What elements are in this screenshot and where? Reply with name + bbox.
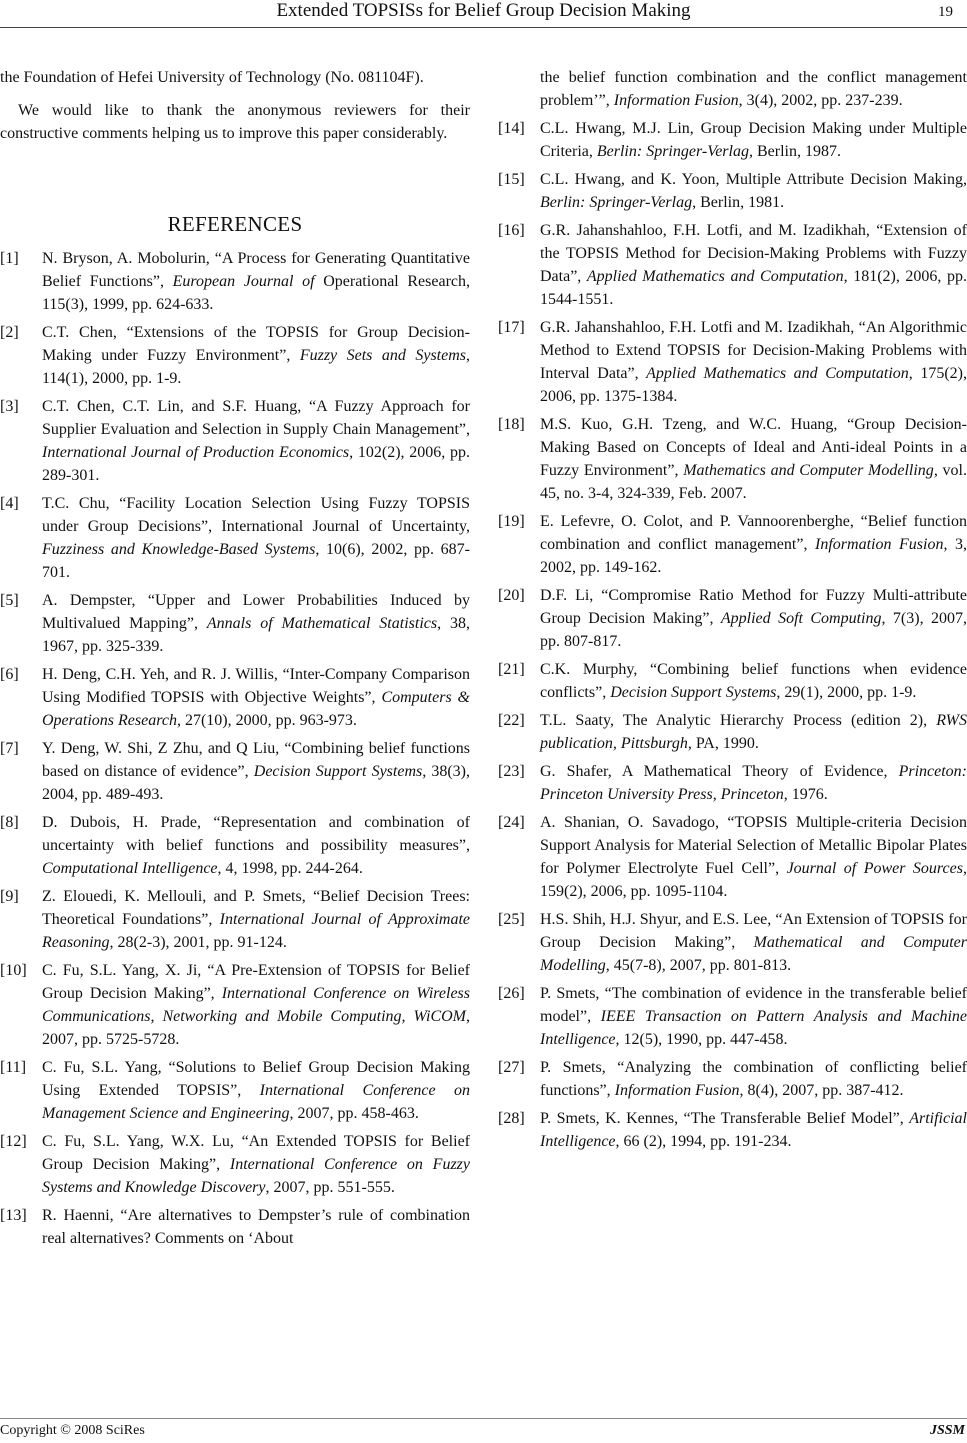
reference-text-segment: G. Shafer, A Mathematical Theory of Evidence,: [540, 763, 899, 780]
reference-source-title: Decision Support Systems: [610, 684, 777, 701]
reference-text-segment: P. Smets, “Analyzing the combination of conflicting belief functions”,: [540, 1059, 967, 1099]
reference-item: [0, 811, 470, 880]
reference-text-segment: , Berlin, 1981.: [692, 194, 785, 211]
reference-number: [7]: [0, 740, 19, 757]
reference-text: [42, 962, 470, 1048]
reference-text-segment: , 10(6), 2002, pp. 687-701.: [42, 541, 470, 581]
reference-source-title: IEEE Transaction on Pattern Analysis and Machine Intelligence: [540, 1008, 967, 1048]
reference-text-segment: Operational Research, 115(3), 1999, pp. 624-633.: [42, 273, 470, 313]
reference-source-title: Mathematics and Computer Modelling: [683, 462, 934, 479]
running-header: [0, 0, 967, 26]
reference-item: [498, 117, 967, 163]
reference-text-segment: D.F. Li, “Compromise Ratio Method for Fuzzy Multi-attribute Group Decision Making”,: [540, 587, 967, 627]
reference-source-title: Princeton: Princeton University Press, Princeton: [540, 763, 967, 803]
reference-text-segment: T.L. Saaty, The Analytic Hierarchy Process (edition 2),: [540, 712, 937, 729]
reference-text: [42, 250, 470, 313]
reference-item: [498, 584, 967, 653]
reference-source-title: Information Fusion: [613, 92, 739, 109]
reference-source-title: European Journal of: [172, 273, 315, 290]
reference-source-title: Information Fusion: [815, 536, 944, 553]
reference-text-segment: C. Fu, S.L. Yang, W.X. Lu, “An Extended TOPSIS for Belief Group Decision Making”,: [42, 1133, 470, 1173]
reference-item: [0, 1130, 470, 1199]
reference-number: [17]: [498, 319, 525, 336]
reference-source-title: Information Fusion: [614, 1082, 740, 1099]
reference-text: [540, 661, 967, 701]
reference-text-segment: C.T. Chen, “Extensions of the TOPSIS for Group Decision-Making under Fuzzy Environment”,: [42, 324, 470, 364]
reference-text: [42, 495, 470, 581]
reference-text-segment: C.L. Hwang, M.J. Lin, Group Decision Making under Multiple Criteria,: [540, 120, 967, 160]
reference-source-title: Fuzzy Sets and Systems: [299, 347, 466, 364]
reference-source-title: Fuzziness and Knowledge-Based Systems: [42, 541, 316, 558]
reference-item: [0, 663, 470, 732]
reference-number: [8]: [0, 814, 19, 831]
reference-item: [498, 658, 967, 704]
reference-text-segment: A. Shanian, O. Savadogo, “TOPSIS Multiple-criteria Decision Support Analysis for Material Selection of Metallic Bipolar Plates for Polymer Electrolyte Fuel Cell”,: [540, 814, 967, 877]
reference-13-continuation: [498, 66, 967, 112]
reference-text-segment: , 28(2-3), 2001, pp. 91-124.: [109, 934, 287, 951]
left-column: [0, 66, 470, 1255]
reference-source-title: Decision Support Systems,: [253, 763, 427, 780]
reference-number: [2]: [0, 324, 19, 341]
reference-text-segment: N. Bryson, A. Mobolurin, “A Process for Generating Quantitative Belief Functions”,: [42, 250, 470, 290]
acknowledgment-paragraph-2: We would like to thank the anonymous reviewers for their constructive comments helping us to improve this paper considerably.: [0, 102, 470, 142]
reference-text: [540, 319, 967, 405]
reference-source-title: International Conference on Fuzzy Systems and Knowledge Discovery: [42, 1156, 471, 1196]
reference-text-segment: , 2007, pp. 5725-5728.: [42, 1008, 470, 1048]
reference-item: [0, 492, 470, 584]
reference-text-segment: , 159(2), 2006, pp. 1095-1104.: [540, 860, 967, 900]
reference-number: [14]: [498, 120, 525, 137]
reference-text-segment: , 114(1), 2000, pp. 1-9.: [42, 347, 470, 387]
reference-text: [540, 513, 967, 576]
reference-item: [0, 247, 470, 316]
journal-abbreviation: JSSM: [929, 1423, 965, 1438]
reference-text-segment: H. Deng, C.H. Yeh, and R. J. Willis, “Inter-Company Comparison Using Modified TOPSIS with Objective Weights”,: [42, 666, 470, 706]
reference-text: [42, 1133, 470, 1196]
reference-text-segment: , 2007, pp. 458-463.: [289, 1105, 419, 1122]
reference-item: [0, 395, 470, 487]
reference-item: [0, 1056, 470, 1125]
reference-text-segment: , 45(7-8), 2007, pp. 801-813.: [605, 957, 792, 974]
reference-number: [26]: [498, 985, 525, 1002]
reference-text-segment: , 1976.: [783, 786, 828, 803]
reference-text: [42, 888, 470, 951]
reference-number: [9]: [0, 888, 19, 905]
reference-text-segment: C. Fu, S.L. Yang, “Solutions to Belief Group Decision Making Using Extended TOPSIS”,: [42, 1059, 470, 1099]
reference-text: [42, 324, 470, 387]
reference-source-title: Computational Intelligence: [42, 860, 218, 877]
reference-text-segment: , 8(4), 2007, pp. 387-412.: [739, 1082, 904, 1099]
reference-text-segment: G.R. Jahanshahloo, F.H. Lotfi, and M. Izadikhah, “Extension of the TOPSIS Method for Decision-Making Problems with Fuzzy Data”,: [540, 222, 967, 285]
reference-list-right: [498, 117, 967, 1153]
reference-text: [540, 171, 967, 211]
references-heading: REFERENCES: [167, 212, 303, 236]
reference-text-segment: E. Lefevre, O. Colot, and P. Vannoorenberghe, “Belief function combination and conflict management”,: [540, 513, 967, 553]
page-number: 19: [938, 4, 953, 20]
reference-source-title: Applied Mathematics and Computation: [586, 268, 844, 285]
reference-text: [540, 1059, 967, 1099]
reference-text: [540, 222, 967, 308]
reference-source-title: Applied Soft Computing: [720, 610, 882, 627]
reference-text-segment: , 175(2), 2006, pp. 1375-1384.: [540, 365, 967, 405]
reference-text-segment: , 66 (2), 1994, pp. 191-234.: [615, 1133, 792, 1150]
reference-number: [23]: [498, 763, 525, 780]
reference-number: [20]: [498, 587, 525, 604]
reference-text-segment: , 12(5), 1990, pp. 447-458.: [615, 1031, 788, 1048]
reference-source-title: Berlin: Springer-Verlag: [540, 194, 693, 211]
reference-item: [498, 316, 967, 408]
reference-text-segment: M.S. Kuo, G.H. Tzeng, and W.C. Huang, “Group Decision-Making Based on Concepts of Ideal and Anti-ideal Points in a Fuzzy Environment”,: [540, 416, 967, 479]
reference-source-title: Artificial Intelligence: [540, 1110, 967, 1150]
reference-text-segment: , 102(2), 2006, pp. 289-301.: [42, 444, 471, 484]
reference-text-segment: , Berlin, 1987.: [748, 143, 841, 160]
reference-text-segment: , 3(4), 2002, pp. 237-239.: [738, 92, 903, 109]
reference-text: [540, 1110, 967, 1150]
reference-text: [540, 985, 967, 1048]
reference-source-title: Mathematical and Computer Modelling: [540, 934, 967, 974]
reference-item: [0, 737, 470, 806]
reference-text-segment: C.T. Chen, C.T. Lin, and S.F. Huang, “A Fuzzy Approach for Supplier Evaluation and Selection in Supply Chain Management”,: [42, 398, 470, 438]
reference-text-segment: C. Fu, S.L. Yang, X. Ji, “A Pre-Extension of TOPSIS for Belief Group Decision Making”,: [42, 962, 470, 1002]
reference-number: [10]: [0, 962, 27, 979]
reference-text-segment: C.L. Hwang, and K. Yoon, Multiple Attribute Decision Making,: [540, 171, 967, 188]
reference-text-segment: , 4, 1998, pp. 244-264.: [217, 860, 363, 877]
reference-item: [0, 959, 470, 1051]
reference-number: [21]: [498, 661, 525, 678]
reference-text-segment: , 2007, pp. 551-555.: [265, 1179, 395, 1196]
reference-text: [540, 587, 967, 650]
reference-text-segment: the belief function combination and the conflict management problem’”,: [540, 69, 967, 109]
reference-text: [540, 814, 967, 900]
reference-text: [42, 592, 470, 655]
reference-number: [15]: [498, 171, 525, 188]
header-rule: [0, 27, 967, 28]
reference-text-segment: 38(3), 2004, pp. 489-493.: [42, 763, 470, 803]
running-title: Extended TOPSISs for Belief Group Decision Making: [276, 0, 691, 21]
reference-text-segment: G.R. Jahanshahloo, F.H. Lotfi and M. Izadikhah, “An Algorithmic Method to Extend TOPSIS for Decision-Making Problems with Interval Data”,: [540, 319, 967, 382]
reference-source-title: RWS publication, Pittsburgh: [540, 712, 967, 752]
reference-number: [19]: [498, 513, 525, 530]
reference-number: [12]: [0, 1133, 27, 1150]
reference-item: [498, 811, 967, 903]
reference-text-segment: T.C. Chu, “Facility Location Selection Using Fuzzy TOPSIS under Group Decisions”, International Journal of Uncertainty,: [42, 495, 470, 535]
reference-number: [4]: [0, 495, 19, 512]
reference-text-segment: H.S. Shih, H.J. Shyur, and E.S. Lee, “An Extension of TOPSIS for Group Decision Making”,: [540, 911, 967, 951]
reference-text: [42, 1207, 470, 1247]
reference-source-title: International Conference on Wireless Communications, Networking and Mobile Computing, WiCOM: [42, 985, 470, 1025]
reference-text-segment: , 38, 1967, pp. 325-339.: [42, 615, 470, 655]
reference-number: [16]: [498, 222, 525, 239]
reference-text: [540, 911, 967, 974]
reference-item: [0, 1204, 470, 1250]
reference-source-title: Computers & Operations Research: [42, 689, 471, 729]
reference-number: [24]: [498, 814, 525, 831]
reference-text-segment: , 3, 2002, pp. 149-162.: [540, 536, 967, 576]
reference-source-title: Journal of Power Sources: [786, 860, 963, 877]
reference-text-segment: Y. Deng, W. Shi, Z Zhu, and Q Liu, “Combining belief functions based on distance of evidence”,: [42, 740, 470, 780]
reference-number: [1]: [0, 250, 19, 267]
reference-text-segment: , 29(1), 2000, pp. 1-9.: [776, 684, 917, 701]
reference-text: [42, 814, 470, 877]
reference-text-segment: Z. Elouedi, K. Mellouli, and P. Smets, “Belief Decision Trees: Theoretical Foundations”,: [42, 888, 470, 928]
reference-number: [5]: [0, 592, 19, 609]
reference-text: [540, 416, 967, 502]
reference-item: [498, 1107, 967, 1153]
copyright-notice: Copyright © 2008 SciRes: [0, 1423, 145, 1438]
reference-source-title: Annals of Mathematical Statistics: [206, 615, 438, 632]
reference-text-segment: , vol. 45, no. 3-4, 324-339, Feb. 2007.: [540, 462, 967, 502]
reference-text-segment: , PA, 1990.: [687, 735, 759, 752]
reference-item: [0, 885, 470, 954]
reference-item: [0, 321, 470, 390]
reference-text: [42, 740, 470, 803]
reference-text-segment: , 27(10), 2000, pp. 963-973.: [176, 712, 357, 729]
reference-text-segment: , 7(3), 2007, pp. 807-817.: [540, 610, 967, 650]
acknowledgment-paragraph-1: the Foundation of Hefei University of Technology (No. 081104F).: [0, 69, 424, 86]
reference-item: [498, 219, 967, 311]
footer-rule: [0, 1418, 967, 1419]
reference-text-segment: C.K. Murphy, “Combining belief functions when evidence conflicts”,: [540, 661, 967, 701]
reference-text: [42, 398, 470, 484]
reference-item: [498, 510, 967, 579]
reference-text: [42, 666, 470, 729]
reference-item: [498, 982, 967, 1051]
reference-number: [25]: [498, 911, 525, 928]
reference-item: [498, 413, 967, 505]
reference-text-segment: R. Haenni, “Are alternatives to Dempster’s rule of combination real alternatives? Comments on ‘About: [42, 1207, 470, 1247]
reference-number: [27]: [498, 1059, 525, 1076]
reference-text: [540, 69, 967, 109]
reference-list-left: [0, 247, 470, 1250]
reference-number: [6]: [0, 666, 19, 683]
reference-source-title: International Journal of Production Economics: [42, 444, 350, 461]
reference-number: [11]: [0, 1059, 27, 1076]
reference-source-title: International Journal of Approximate Reasoning: [42, 911, 471, 951]
reference-number: [13]: [0, 1207, 27, 1224]
reference-number: [3]: [0, 398, 19, 415]
reference-source-title: Applied Mathematics and Computation: [646, 365, 909, 382]
reference-text-segment: , 181(2), 2006, pp. 1544-1551.: [540, 268, 967, 308]
reference-text-segment: P. Smets, “The combination of evidence in the transferable belief model”,: [540, 985, 967, 1025]
reference-item: [498, 1056, 967, 1102]
reference-number: [18]: [498, 416, 525, 433]
reference-text-segment: A. Dempster, “Upper and Lower Probabilities Induced by Multivalued Mapping”,: [42, 592, 470, 632]
reference-text: [42, 1059, 470, 1122]
reference-number: [28]: [498, 1110, 525, 1127]
reference-text: [540, 120, 967, 160]
reference-number: [22]: [498, 712, 525, 729]
reference-source-title: International Conference on Management Science and Engineering: [42, 1082, 470, 1122]
right-column: [498, 66, 967, 1158]
reference-item: [0, 589, 470, 658]
reference-text-segment: D. Dubois, H. Prade, “Representation and combination of uncertainty with belief functions and possibility measures”,: [42, 814, 470, 854]
reference-text: [540, 763, 967, 803]
reference-text: [540, 712, 967, 752]
reference-item: [498, 908, 967, 977]
reference-item: [498, 168, 967, 214]
reference-item: [498, 760, 967, 806]
reference-text-segment: P. Smets, K. Kennes, “The Transferable Belief Model”,: [540, 1110, 910, 1127]
reference-source-title: Berlin: Springer-Verlag: [596, 143, 749, 160]
reference-item: [498, 709, 967, 755]
